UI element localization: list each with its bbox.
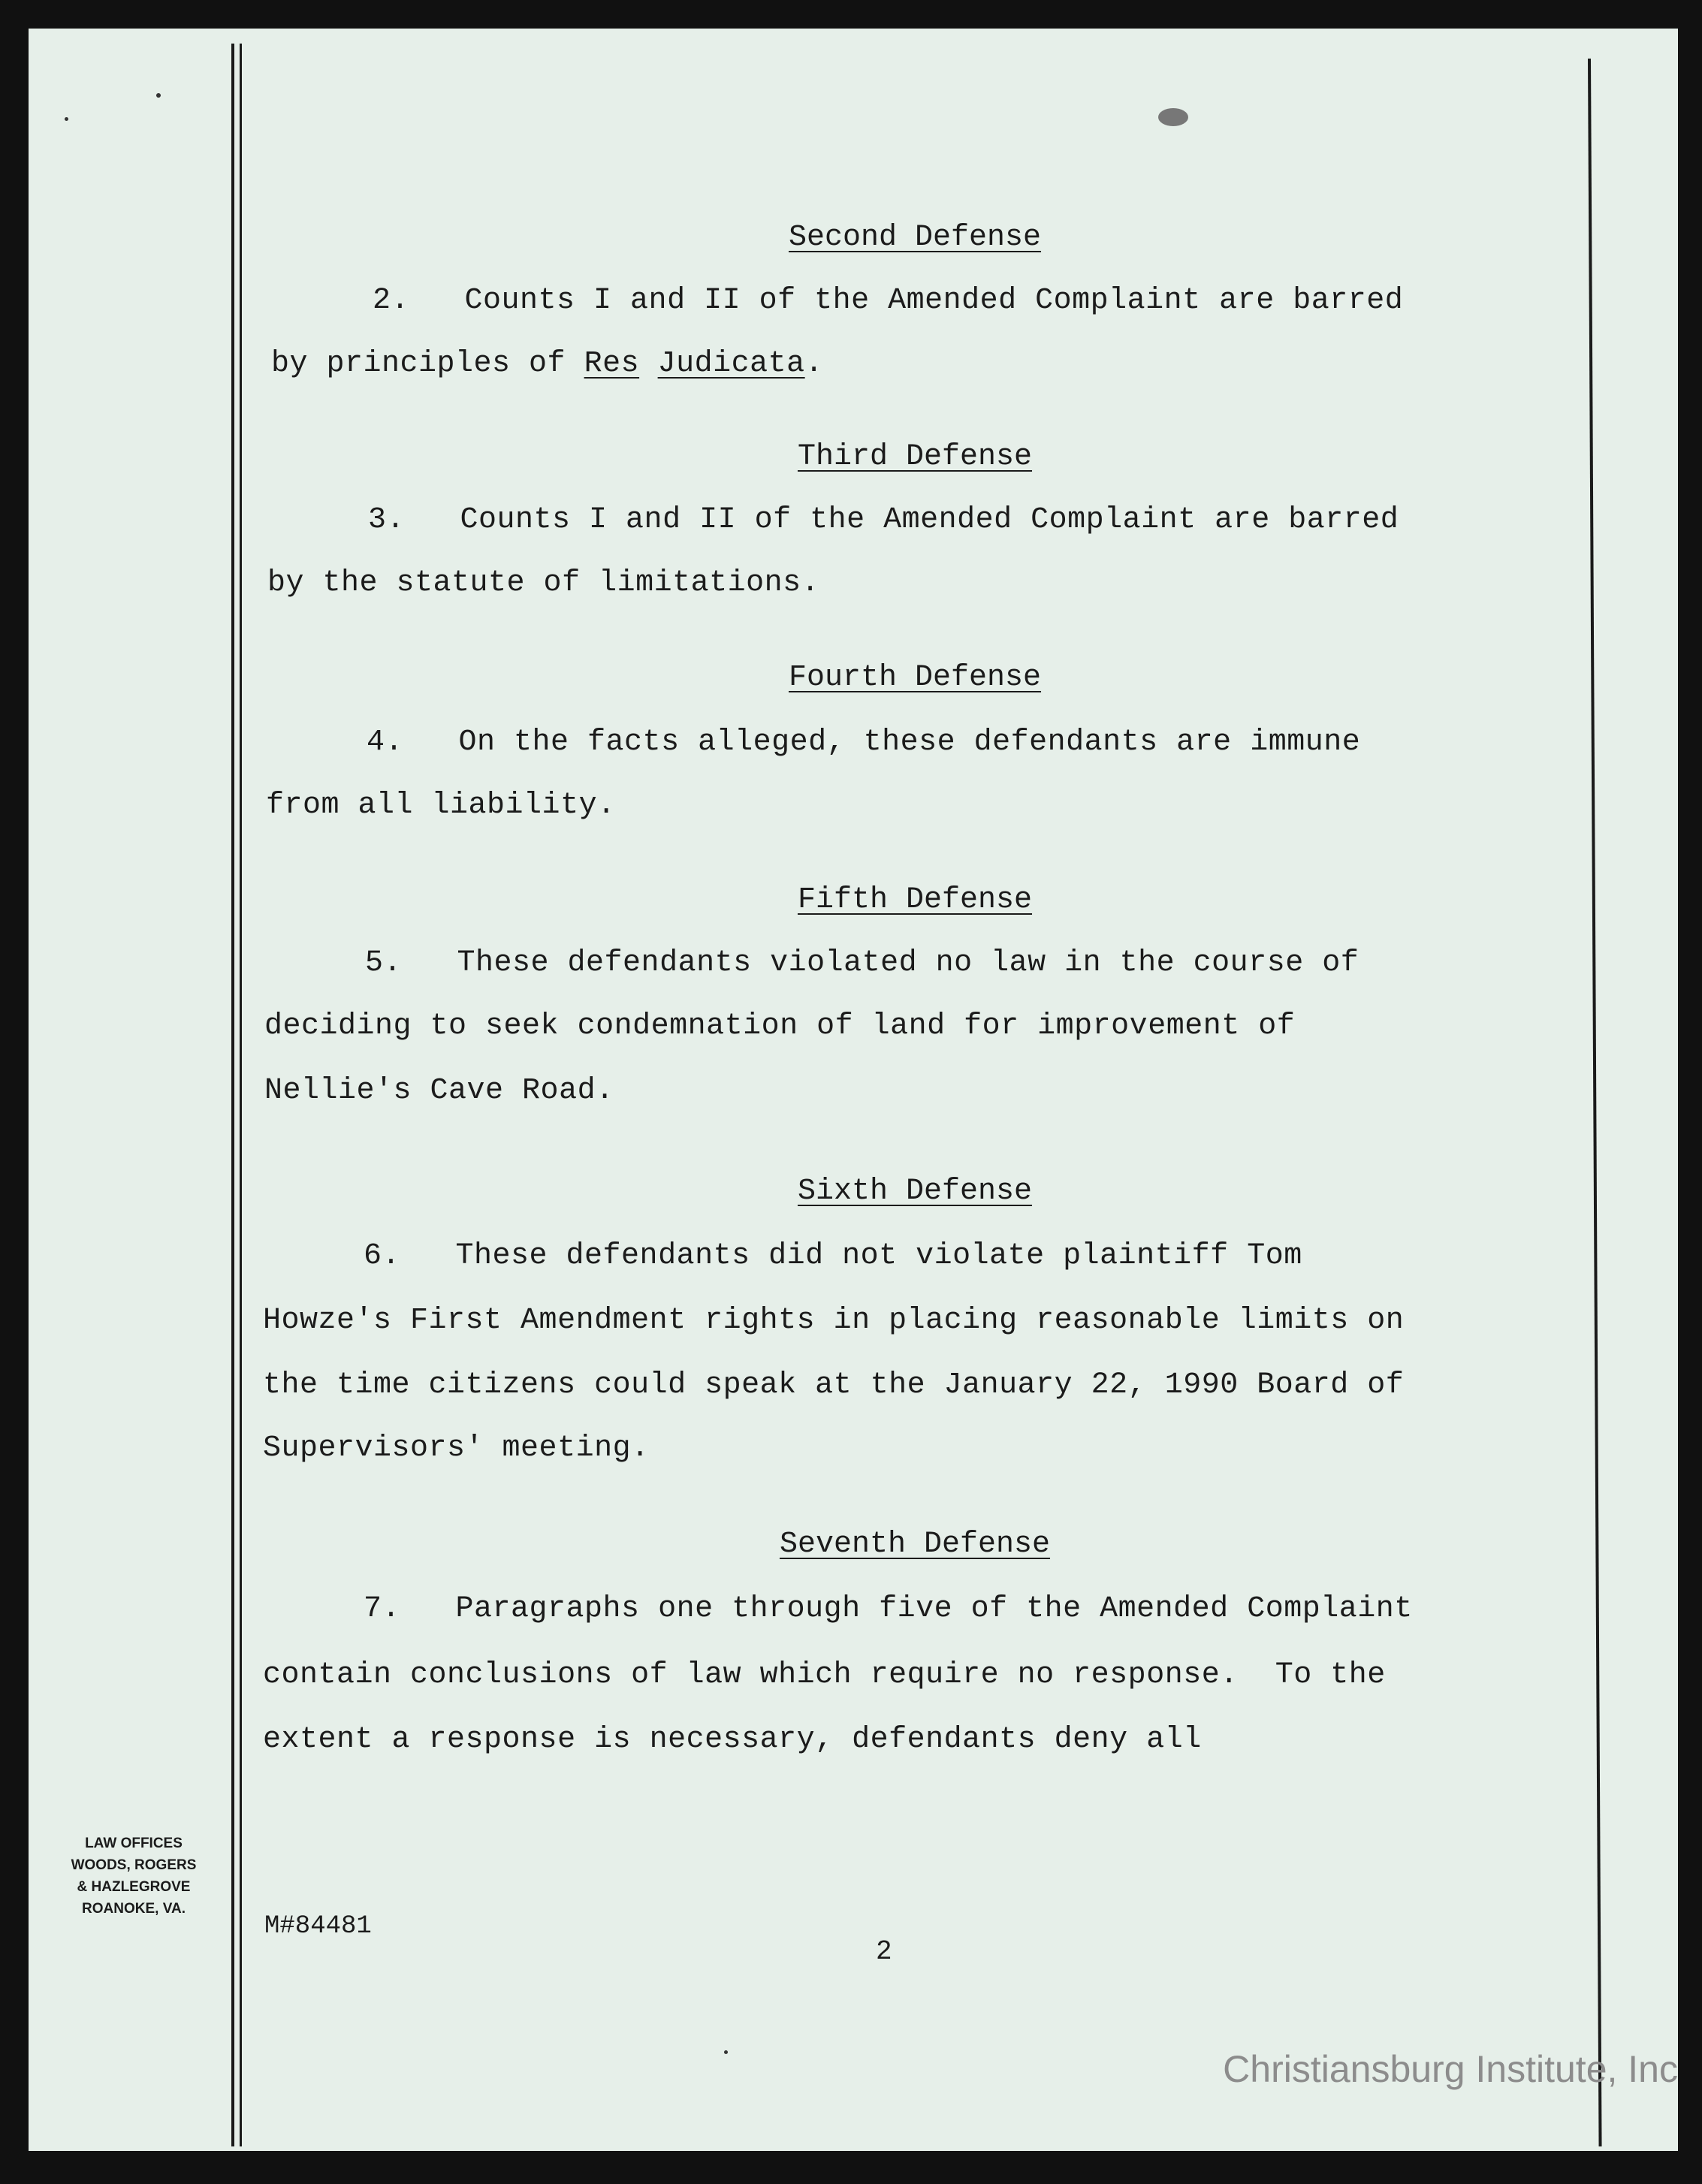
underlined-term: Res [584,347,640,381]
body-line: 6. These defendants did not violate plaintiff Tom [364,1239,1302,1273]
page-number: 2 [876,1936,892,1967]
body-line: Supervisors' meeting. [263,1431,650,1465]
document-number: M#84481 [264,1912,372,1941]
body-line: 5. These defendants violated no law in the course of [365,946,1359,980]
section-heading: Third Defense [797,440,1033,474]
scan-speck [156,93,161,98]
body-line: Nellie's Cave Road. [264,1074,614,1108]
left-margin-rule-inner [240,44,242,2146]
body-line: from all liability. [266,789,616,822]
body-line: 7. Paragraphs one through five of the Amended Complaint [364,1592,1413,1626]
right-margin-rule [1588,59,1602,2146]
body-line: the time citizens could speak at the January 22, 1990 Board of [263,1368,1405,1402]
law-office-letterhead [51,1833,216,1920]
underlined-term: Judicata [657,347,805,381]
section-heading: Fourth Defense [788,661,1042,695]
section-heading: Second Defense [788,221,1042,255]
left-margin-rule [231,44,234,2146]
scan-speck [724,2050,728,2054]
body-line: 4. On the facts alleged, these defendants are immune [367,725,1361,759]
scan-smudge [1158,108,1188,126]
body-line: contain conclusions of law which require no response. To the [263,1658,1386,1692]
body-line: by principles of Res Judicata. [271,347,824,381]
watermark: Christiansburg Institute, Inc [1223,2048,1678,2090]
document-page [29,29,1678,2151]
body-line: 2. Counts I and II of the Amended Complaint are barred [373,284,1404,318]
body-line: deciding to seek condemnation of land for improvement of [264,1009,1296,1043]
scan-speck [65,117,68,121]
body-line: by the statute of limitations. [267,566,820,600]
body-line: extent a response is necessary, defendants deny all [263,1723,1202,1757]
letterhead-line: WOODS, ROGERS [71,1857,197,1873]
section-heading: Sixth Defense [797,1175,1033,1208]
letterhead-line: LAW OFFICES [85,1836,183,1851]
letterhead-line: & HAZLEGROVE [77,1879,191,1895]
section-heading: Fifth Defense [797,883,1033,917]
body-line: Howze's First Amendment rights in placing reasonable limits on [263,1304,1405,1338]
letterhead-line: ROANOKE, VA. [82,1901,186,1917]
section-heading: Seventh Defense [779,1528,1051,1561]
body-line: 3. Counts I and II of the Amended Complaint are barred [368,503,1399,537]
